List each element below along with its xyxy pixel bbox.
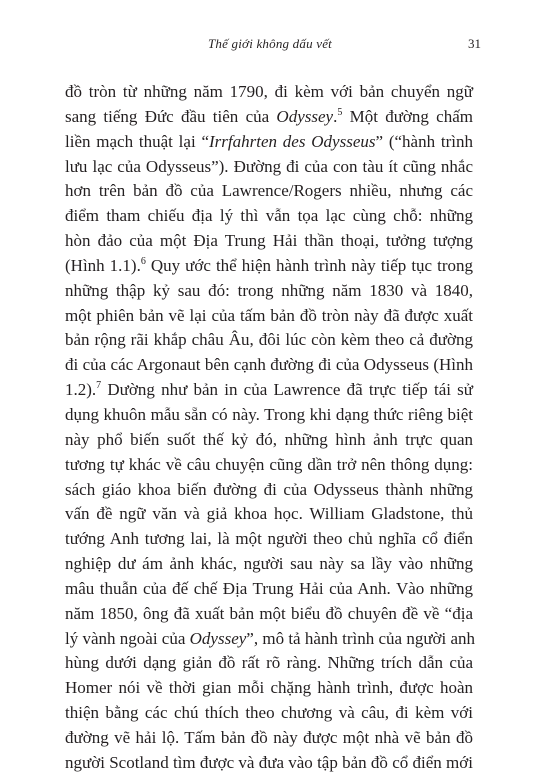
text-line <box>65 502 473 527</box>
text-segment: bản rộng rãi khắp châu Âu, đôi lúc còn kèm theo cả đường <box>65 330 473 350</box>
text-segment: hòn đảo của một Địa Trung Hải thần thoại, tưởng tượng <box>65 231 473 251</box>
text-segment: Một đường chấm <box>342 106 473 126</box>
text-segment: thiện bằng các chú thích theo chương và câu, đi kèm với <box>65 703 473 723</box>
text-line <box>65 751 473 776</box>
text-segment: mâu thuẫn của đế chế Địa Trung Hải của Anh. Vào những <box>65 578 473 598</box>
text-segment: lưu lạc của Odysseus”). Đường đi của con tàu ít cũng nhắc <box>65 156 473 176</box>
running-title: Thế giới không dấu vết <box>208 36 332 51</box>
footnote-marker: 6 <box>140 255 146 267</box>
text-line <box>65 353 473 378</box>
text-segment: (Hình 1.1). <box>65 255 141 275</box>
text-line <box>65 229 473 254</box>
text-line <box>65 577 473 602</box>
text-segment: dụng khuôn mẫu sẵn có này. Trong khi dạng thức riêng biệt <box>65 404 473 424</box>
italic-text: Irrfahrten des Odysseus <box>209 131 376 151</box>
text-line <box>65 403 473 428</box>
text-line <box>65 428 473 453</box>
text-segment: hơn trên bản đồ của Lawrence/Rogers nhiều, nhưng các <box>65 181 473 201</box>
italic-text: Odyssey <box>276 106 334 126</box>
text-segment: nghiệp dư ám ảnh khác, người sau này sa lầy vào những <box>65 554 473 574</box>
text-segment: Homer nói về thời gian mỗi chặng hành trình, được hoàn <box>65 678 473 698</box>
text-line <box>65 179 473 204</box>
text-line <box>65 701 473 726</box>
text-line <box>65 105 473 130</box>
text-line <box>65 304 473 329</box>
text-line <box>65 130 473 155</box>
text-line <box>65 602 473 627</box>
text-line <box>65 378 473 403</box>
text-segment: hùng dưới dạng giản đồ rất rõ ràng. Những trích dẫn của <box>65 653 473 673</box>
text-segment: sang tiếng Đức đầu tiên của <box>65 106 277 126</box>
text-line <box>65 254 473 279</box>
text-segment: một phiên bản vẽ lại của tấm bản đồ tròn này đã được xuất <box>65 305 473 325</box>
text-line <box>65 279 473 304</box>
text-segment: tương tự khác về câu chuyện cũng dần trở nên thông dụng: <box>65 454 473 474</box>
text-segment: điểm tham chiếu địa lý thì vẫn tọa lạc cùng chỗ: những <box>65 206 473 226</box>
text-segment: vấn đề ngữ văn và giả khoa học. William Gladstone, thủ <box>65 504 473 524</box>
text-segment: sách giáo khoa biến đường đi của Odysseus thành những <box>65 479 473 499</box>
text-line <box>65 204 473 229</box>
text-segment: người Scotland tìm được và đưa vào tập bản đồ cổ điển mới <box>65 752 473 772</box>
text-line <box>65 726 473 751</box>
text-segment: . <box>333 106 338 126</box>
text-segment: đi của các Argonaut bên cạnh đường đi của Odysseus (Hình <box>65 355 473 375</box>
text-line <box>65 651 473 676</box>
footnote-marker: 7 <box>96 380 102 392</box>
text-line <box>65 155 473 180</box>
text-segment: liền mạch thuật lại “ <box>65 131 210 151</box>
text-segment: 1.2). <box>65 380 97 400</box>
text-segment: ” (“hành trình <box>375 131 473 151</box>
text-segment: năm 1850, ông đã xuất bản một biểu đồ chuyên đề về “địa <box>65 603 473 623</box>
text-segment: đường vẽ hải lộ. Tấm bản đồ này được một nhà vẽ bản đồ <box>65 727 473 747</box>
text-segment: Quy ước thể hiện hành trình này tiếp tục trong <box>145 255 474 275</box>
text-segment: đồ tròn từ những năm 1790, đi kèm với bản chuyển ngữ <box>65 82 473 101</box>
text-segment: ”, mô tả hành trình của người anh <box>246 628 476 648</box>
text-segment: những thập kỷ sau đó: trong những năm 1830 và 1840, <box>65 280 473 300</box>
text-segment: này phổ biến suốt thế kỷ đó, những hình ảnh trực quan <box>65 429 473 449</box>
text-segment: lý vành ngoài của <box>65 628 190 648</box>
italic-text: Odyssey <box>189 628 247 648</box>
text-line <box>65 552 473 577</box>
text-line <box>65 627 476 652</box>
text-line <box>65 328 473 353</box>
text-line <box>65 80 473 105</box>
page-number: 31 <box>468 36 481 51</box>
running-header <box>0 36 540 56</box>
text-line <box>65 527 473 552</box>
text-segment: tướng Anh tương lai, là một người theo chủ nghĩa cổ điển <box>65 529 473 549</box>
body-text <box>65 80 476 776</box>
text-line <box>65 478 473 503</box>
text-line <box>65 453 473 478</box>
text-line <box>65 676 473 701</box>
footnote-marker: 5 <box>337 106 343 118</box>
text-segment: Dường như bản in của Lawrence đã trực tiếp tái sử <box>101 380 473 400</box>
